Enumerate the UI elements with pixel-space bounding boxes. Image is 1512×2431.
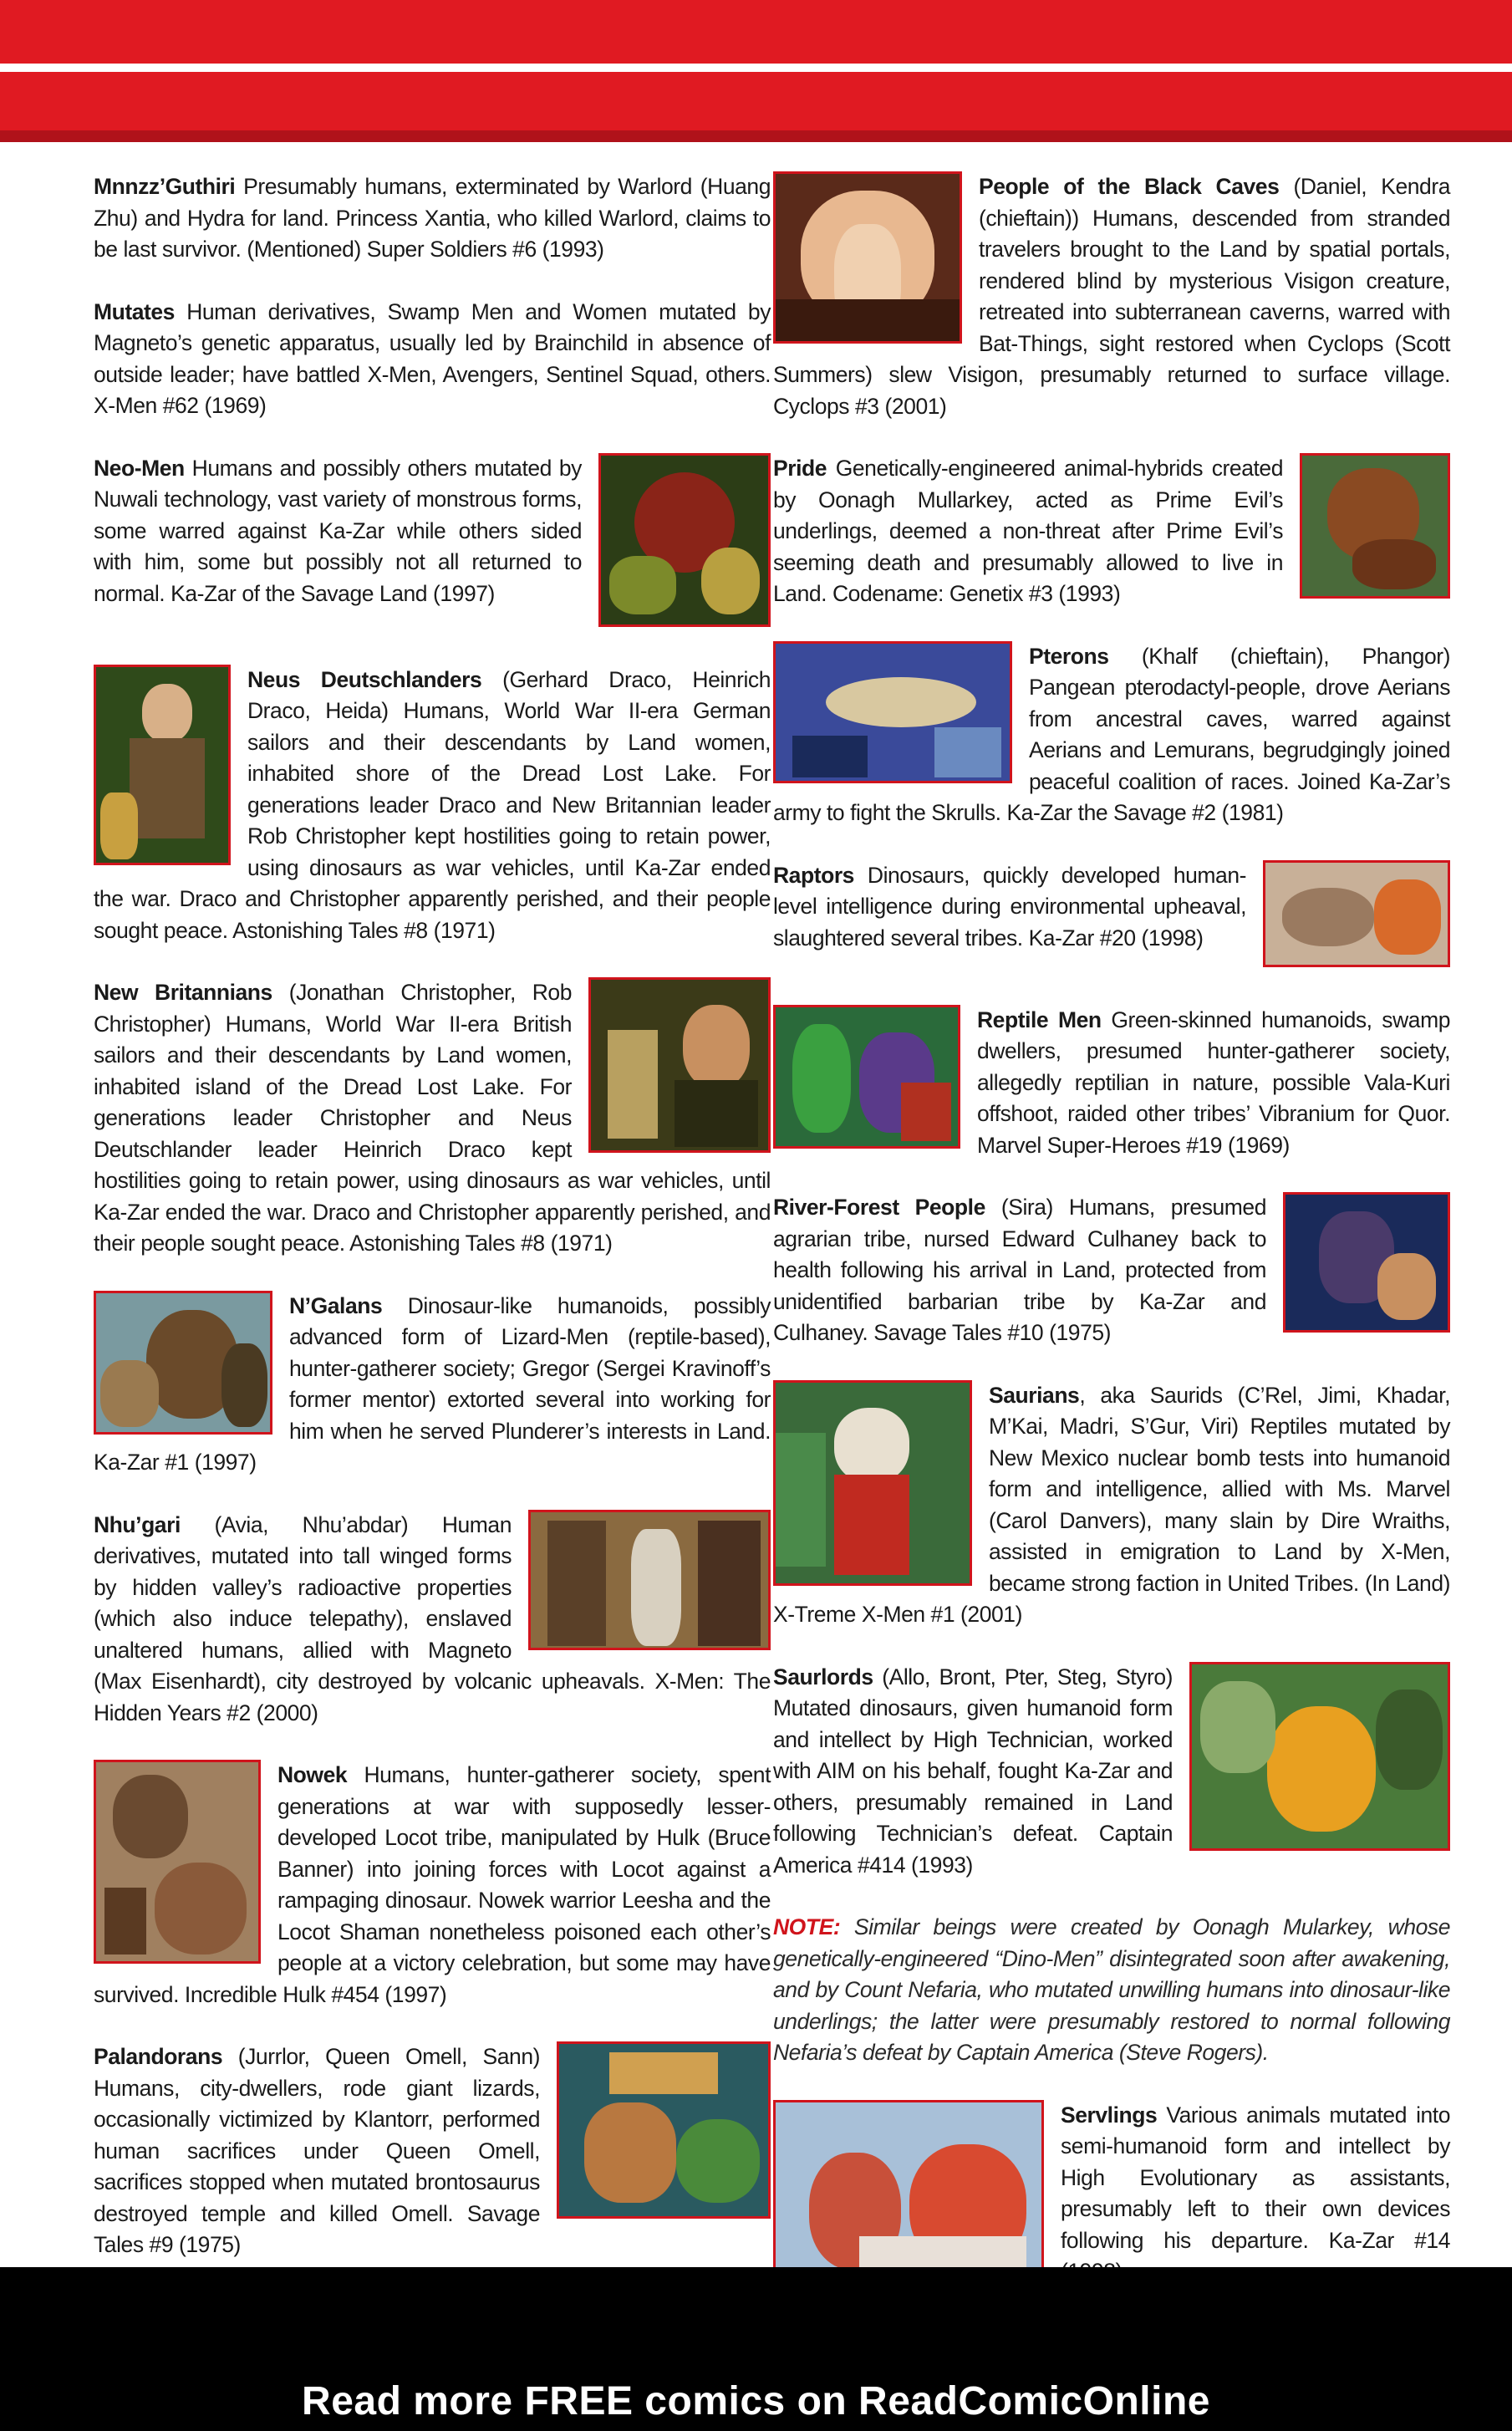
entry-text: (Allo, Bront, Pter, Steg, Styro) Mutated dinosaurs, given humanoid form and intellect by High Technician, worked with AIM on his behalf, fought Ka-Zar and others, presumably remained in Land following Technician’s defeat. Captain America #414 (1993) bbox=[773, 1664, 1173, 1878]
note-text: Similar beings were created by Oonagh Mularkey, whose genetically-engineered “Dino-Men” disintegrated soon after awakening, and by Count Nefaria, who mutated unwilling humans into dinosaur-like underlings; the latter were presumably restored to normal following Nefaria’s defeat by Captain America (Steve Rogers). bbox=[773, 1914, 1450, 2065]
entry-reptile-men bbox=[773, 1005, 1450, 1162]
entry-text: Presumably humans, exterminated by Warlord (Huang Zhu) and Hydra for land. Princess Xantia, who killed Warlord, claims to be last survivor. (Mentioned) Super Soldiers #6 (1993) bbox=[94, 174, 771, 262]
entry-text: Human derivatives, Swamp Men and Women mutated by Magneto’s genetic apparatus, usually led by Brainchild in absence of outside leader; have battled X-Men, Avengers, Sentinel Squad, others. X-Men #62 (1969) bbox=[94, 298, 771, 418]
pterons-panel bbox=[773, 641, 1012, 783]
new-britannians-panel bbox=[588, 977, 771, 1153]
river-forest-panel bbox=[1283, 1192, 1450, 1333]
entry-name: Neo-Men bbox=[94, 455, 185, 481]
entry-name: New Britannians bbox=[94, 980, 272, 1005]
entry-name: Saurians bbox=[989, 1382, 1080, 1408]
nowek-panel bbox=[94, 1760, 261, 1964]
entry-name: Mutates bbox=[94, 298, 175, 324]
entry-text: (Gerhard Draco, Heinrich Draco, Heida) Humans, World War II-era German sailors and their descendants by Land women, inhabited shore of the Dread Lost Lake. For generations leader Draco and New Britannian leader Rob Christopher kept hostilities going to retain power, using dinosaurs as war vehicles, until Ka-Zar ended the war. Draco and Christopher apparently perished, and their people sought peace. Astonishing Tales #8 (1971) bbox=[94, 666, 771, 943]
reptile-men-panel bbox=[773, 1005, 960, 1149]
entry-text: (Sira) Humans, presumed agrarian tribe, nursed Edward Culhaney back to health following his arrival in Land, protected from unidentified barbarian tribe by Ka-Zar and Culhaney. Savage Tales #10 (1975) bbox=[773, 1195, 1266, 1345]
entry-text: Genetically-engineered animal-hybrids created by Oonagh Mullarkey, acted as Prime Evil’s underlings, deemed a non-threat after Prime Evil’s seeming death and presumably allowed to live in Land. Codename: Genetix #3 (1993) bbox=[773, 456, 1283, 606]
entry-pride bbox=[773, 453, 1450, 610]
entry-pterons bbox=[773, 641, 1450, 829]
entry-text: Various animals mutated into semi-humanoid form and intellect by High Evolutionary as assistants, presumably left to their own devices following his departure. Ka-Zar #14 bbox=[1061, 2102, 1450, 2253]
entry-name: Neus Deutschlanders bbox=[247, 666, 482, 692]
entry-raptors bbox=[773, 860, 1450, 974]
entry-saurlords bbox=[773, 1662, 1450, 1882]
black-caves-panel bbox=[773, 171, 962, 344]
entry-text: Green-skinned humanoids, swamp dwellers, presumed hunter-gatherer society, allegedly reptilian in nature, possible Vala-Kuri offshoot, raided other tribes’ Vibranium for Quor. Marvel Super-Heroes #19 (1969) bbox=[977, 1007, 1451, 1158]
entry-text: (Avia, Nhu’abdar) Human derivatives, mutated into tall winged forms by hidden valley’s radioactive properties (which also induce telepathy), enslaved unaltered humans, allied with Magneto (Max Eisenhardt), city destroyed by volcanic upheavals. X-Men: The Hidden Years #2 (2000) bbox=[94, 1511, 771, 1725]
entry-name: People of the Black Caves bbox=[979, 174, 1280, 199]
entry-text: Humans, hunter-gatherer society, spent generations at war with supposedly lesser-developed Locot tribe, manipulated by Hulk (Bruce Banner) into joining forces with Locot against a rampaging dinosaur. Nowek warrior Leesha and the Locot Shaman nonetheless poisoned each other’s people at a victory celebration, but some may have survived. Incredible Hulk #454 (1997) bbox=[94, 1762, 771, 2007]
entry-saurians bbox=[773, 1380, 1450, 1631]
entry-name: Nhu’gari bbox=[94, 1511, 181, 1537]
palandorans-panel bbox=[557, 2041, 771, 2219]
entry-text: Dinosaurs, quickly developed human-level intelligence during environmental upheaval, slaughtered several tribes. Ka-Zar #20 (1998) bbox=[773, 862, 1246, 950]
entry-neo-men bbox=[94, 453, 771, 634]
entry-name: Nowek bbox=[277, 1762, 348, 1787]
entry-name: Servlings bbox=[1061, 2102, 1158, 2128]
entry-name: Pterons bbox=[1029, 643, 1109, 669]
entry-name: Raptors bbox=[773, 862, 854, 888]
entry-nhugari bbox=[94, 1510, 771, 1730]
raptors-panel bbox=[1263, 860, 1450, 967]
entry-nowek bbox=[94, 1760, 771, 2011]
entry-name: N’Galans bbox=[289, 1292, 383, 1318]
entry-river-forest-people bbox=[773, 1192, 1450, 1349]
entry-text: (Khalf (chieftain), Phangor) Pangean pterodactyl-people, drove Aerians from ancestral caves, warred against Aerians and Lemurans, begrudgingly joined peaceful coalition of races. Joined Ka-Zar’s army to fight the Skrulls. Ka-Zar the Savage #2 (1981) bbox=[773, 643, 1450, 825]
entry-name: River-Forest People bbox=[773, 1195, 985, 1220]
entry-people-of-the-black-caves bbox=[773, 171, 1450, 422]
entry-name: Saurlords bbox=[773, 1664, 873, 1689]
entry-mutates bbox=[94, 297, 771, 422]
entry-name: Mnnzz’Guthiri bbox=[94, 174, 236, 199]
neus-deutschlanders-panel bbox=[94, 665, 231, 865]
left-column bbox=[94, 171, 771, 2292]
entry-text: (Jonathan Christopher, Rob Christopher) Humans, World War II-era British sailors and their descendants by Land women, inhabited island of the Dread Lost Lake. For generations leader Christopher and Neus Deutschlander leader Heinrich Draco kept hostilities going to retain power, using dinosaurs as war vehicles, until Ka-Zar ended the war. Draco and Christopher apparently perished, and their people sought peace. Astonishing Tales #8 (1971) bbox=[94, 980, 771, 1256]
pride-panel bbox=[1300, 453, 1450, 599]
entry-palandorans bbox=[94, 2041, 771, 2261]
neo-men-panel bbox=[598, 453, 771, 627]
header-shade bbox=[0, 130, 1512, 142]
entry-text: (Jurrlor, Queen Omell, Sann) Humans, city-dwellers, rode giant lizards, occasionally victimized by Klantorr, performed human sacrifices under Queen Omell, sacrifices stopped when mutated brontosaurus destroyed temple and killed Omell. Savage Tales #9 (1975) bbox=[94, 2044, 540, 2257]
ngalans-panel bbox=[94, 1291, 272, 1435]
entry-name: Reptile Men bbox=[977, 1007, 1102, 1032]
note-paragraph bbox=[773, 1912, 1450, 2069]
servlings-panel bbox=[773, 2100, 1044, 2291]
entry-neus-deutschlanders bbox=[94, 665, 771, 947]
entry-text: , aka Saurids (C’Rel, Jimi, Khadar, M’Kai, Madri, S’Gur, Viri) Reptiles mutated by New Mexico nuclear bomb tests into humanoid form and intelligence, allied with Ms. Marvel (Carol Danvers), many slain by Dire Wraiths, assisted in emigration to Land by X-Men, became strong faction in United Tribes. (In Land) X-Treme X-Men #1 (2001) bbox=[773, 1382, 1450, 1627]
right-column bbox=[773, 171, 1450, 2328]
entry-text: Dinosaur-like humanoids, possibly advanced form of Lizard-Men (reptile-based), hunter-gatherer society; Gregor (Sergei Kravinoff’s former mentor) extorted several into working for him when he served Plunderer’s interests in Land. Ka-Zar #1 (1997) bbox=[94, 1292, 771, 1475]
entry-mnnzzguthiri bbox=[94, 171, 771, 266]
entry-new-britannians bbox=[94, 977, 771, 1260]
entry-text: Humans and possibly others mutated by Nuwali technology, vast variety of monstrous forms, some warred against Ka-Zar while others sided with him, some but possibly not all returned to normal. Ka-Zar of the Savage Land (1997) bbox=[94, 455, 582, 606]
top-header-band bbox=[0, 0, 1512, 142]
entry-name: Palandorans bbox=[94, 2044, 223, 2069]
entry-name: Pride bbox=[773, 456, 827, 481]
header-stripe bbox=[0, 64, 1512, 72]
nhugari-panel bbox=[528, 1510, 771, 1650]
footer-link[interactable]: Read more FREE comics on ReadComicOnline bbox=[302, 2379, 1210, 2423]
entry-text: (Daniel, Kendra (chieftain)) Humans, descended from stranded travelers brought to the Land by spatial portals, rendered blind by mysterious Visigon creature, retreated into subterranean caverns, warred with Bat-Things, sight restored when Cyclops (Scott Summers) slew Visigon, presumably returned to surface village. Cyclops #3 (2001) bbox=[773, 174, 1450, 419]
saurlords-panel bbox=[1189, 1662, 1450, 1851]
saurians-panel bbox=[773, 1380, 972, 1586]
entry-ngalans bbox=[94, 1291, 771, 1479]
note-label: NOTE: bbox=[773, 1914, 841, 1939]
